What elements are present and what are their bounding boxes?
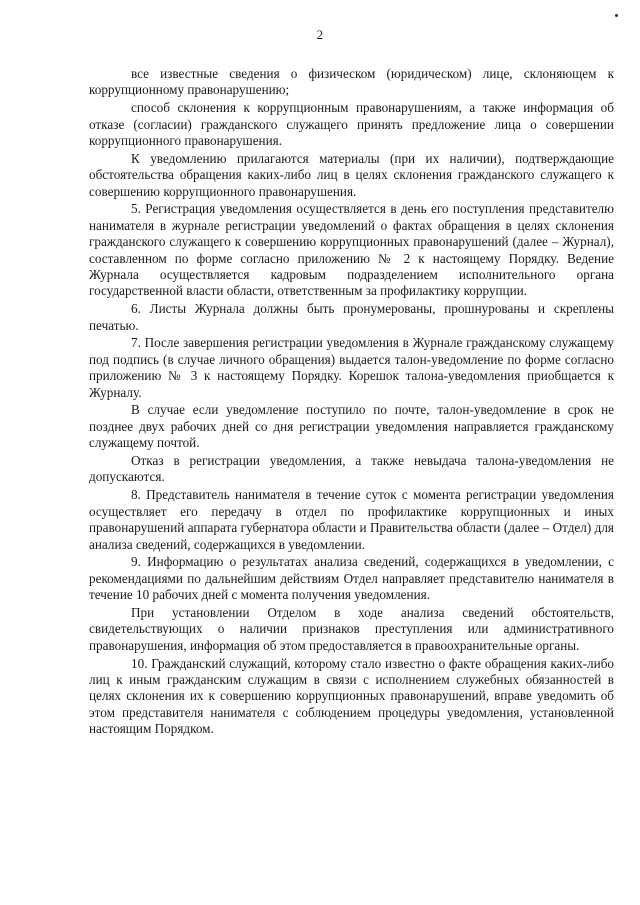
paragraph-item-10-other-employees: 10. Гражданский служащий, которому стало известно о факте обращения каких-либо лиц к иным гражданским служащим в связи с исполнением служебных обязанностей в целях склонения их к совершению коррупционных правонарушений, вправе уведомить об этом представителя нанимателя с соблюдением процедуры уведомления, установленной настоящим Порядком. <box>89 655 614 737</box>
paragraph-item-5-registration: 5. Регистрация уведомления осуществляется в день его поступления представителю нанимателя в журнале регистрации уведомлений о фактах обращения в целях склонения гражданского служащего к совершению коррупционных правонарушений (далее – Журнал), составленном по форме согласно приложению № 2 к настоящему Порядку. Ведение Журнала осуществляется кадровым подразделением исполнительного органа государственной власти области, ответственным за профилактику коррупции. <box>89 201 614 299</box>
paragraph-attached-materials: К уведомлению прилагаются материалы (при их наличии), подтверждающие обстоятельства обращения каких-либо лиц в целях склонения гражданского служащего к совершению коррупционного правонарушения. <box>89 150 614 199</box>
paragraph-refusal-not-allowed: Отказ в регистрации уведомления, а также невыдача талона-уведомления не допускаются. <box>89 453 614 485</box>
document-body <box>89 66 614 739</box>
paragraph-person-info: все известные сведения о физическом (юридическом) лице, склоняющем к коррупционному правонарушению; <box>89 66 614 98</box>
paragraph-item-7-coupon: 7. После завершения регистрации уведомления в Журнале гражданскому служащему под подпись (в случае личного обращения) выдается талон-уведомление по форме согласно приложению № 3 к настоящему Порядку. Корешок талона-уведомления приобщается к Журналу. <box>89 335 614 400</box>
paragraph-method-of-inducement: способ склонения к коррупционным правонарушениям, а также информация об отказе (согласии) гражданского служащего принять предложение лица о совершении коррупционного правонарушения. <box>89 100 614 149</box>
paragraph-item-9-analysis-results: 9. Информацию о результатах анализа сведений, содержащихся в уведомлении, с рекомендациями по дальнейшим действиям Отдел направляет представителю нанимателя в течение 10 рабочих дней с момента получения уведомления. <box>89 554 614 603</box>
page-number: 2 <box>316 27 324 42</box>
paragraph-law-enforcement: При установлении Отделом в ходе анализа сведений обстоятельств, свидетельствующих о наличии признаков преступления или административного правонарушения, информация об этом предоставляется в правоохранительные органы. <box>89 604 614 653</box>
paragraph-postal-notification: В случае если уведомление поступило по почте, талон-уведомление в срок не позднее двух рабочих дней со дня регистрации уведомления направляется гражданскому служащему почтой. <box>89 402 614 451</box>
paragraph-item-6-journal-sheets: 6. Листы Журнала должны быть пронумерованы, прошнурованы и скреплены печатью. <box>89 301 614 333</box>
paragraph-item-8-transfer: 8. Представитель нанимателя в течение суток с момента регистрации уведомления осуществляет его передачу в отдел по профилактике коррупционных и иных правонарушений аппарата губернатора области и Правительства области (далее – Отдел) для анализа сведений, содержащихся в уведомлении. <box>89 487 614 552</box>
scan-speck <box>615 14 618 17</box>
